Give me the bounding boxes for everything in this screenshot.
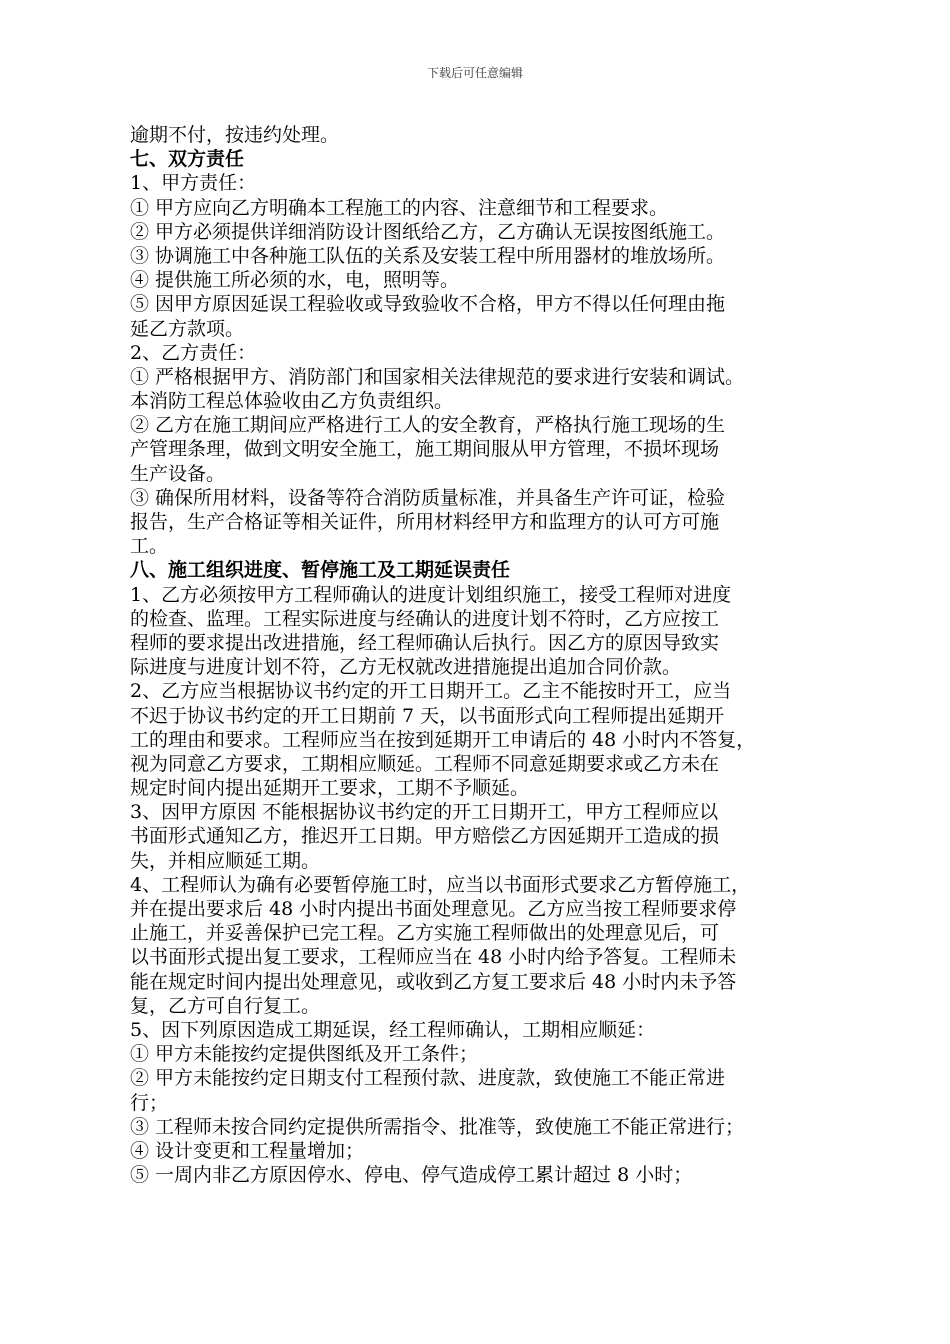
text-line: 以书面形式提出复工要求，工程师应当在 48 小时内给予答复。工程师未 (130, 946, 737, 969)
page-header: 下载后可任意编辑 (426, 66, 523, 80)
text-line: ③ 协调施工中各种施工队伍的关系及安装工程中所用器材的堆放场所。 (130, 244, 726, 267)
text-line: ① 甲方未能按约定提供图纸及开工条件； (130, 1043, 479, 1066)
text-line: 工。 (130, 535, 169, 558)
text-line: 3、因甲方原因 不能根据协议书约定的开工日期开工，甲方工程师应以 (130, 801, 719, 824)
text-line: 书面形式通知乙方，推迟开工日期。甲方赔偿乙方因延期开工造成的损 (130, 825, 720, 848)
text-line: 逾期不付，按违约处理。 (130, 124, 340, 146)
text-line: 4、工程师认为确有必要暂停施工时，应当以书面形式要求乙方暂停施工， (130, 873, 751, 896)
section-heading: 八、施工组织进度、暂停施工及工期延误责任 (130, 559, 511, 582)
text-line: 际进度与进度计划不符，乙方无权就改进措施提出追加合同价款。 (130, 656, 682, 679)
text-line: 生产设备。 (130, 462, 226, 485)
text-line: 能在规定时间内提出处理意见，或收到乙方复工要求后 48 小时内未予答 (130, 970, 737, 993)
text-line: ③ 工程师未按合同约定提供所需指令、批准等，致使施工不能正常进行； (130, 1115, 745, 1138)
text-line: ③ 确保所用材料，设备等符合消防质量标准，并具备生产许可证，检验 (130, 486, 726, 509)
text-line: ④ 提供施工所必须的水，电，照明等。 (130, 269, 460, 292)
text-line: 2、乙方责任： (130, 341, 257, 364)
text-line: 视为同意乙方要求，工期相应顺延。工程师不同意延期要求或乙方未在 (130, 752, 720, 775)
section-heading: 七、双方责任 (130, 148, 245, 171)
text-line: 报告，生产合格证等相关证件，所用材料经甲方和监理方的认可方可施 (130, 511, 720, 533)
text-line: 2、乙方应当根据协议书约定的开工日期开工。乙主不能按时开工，应当 (130, 680, 732, 703)
text-line: 工的理由和要求。工程师应当在按到延期开工申请后的 48 小时内不答复， (130, 728, 756, 751)
text-line: ⑤ 因甲方原因延误工程验收或导致验收不合格，甲方不得以任何理由拖 (130, 293, 726, 316)
text-line: 并在提出要求后 48 小时内提出书面处理意见。乙方应当按工程师要求停 (130, 898, 737, 920)
text-line: 失，并相应顺延工期。 (130, 849, 321, 872)
text-line: 延乙方款项。 (130, 317, 245, 340)
text-line: 5、因下列原因造成工期延误，经工程师确认，工期相应顺延： (130, 1018, 656, 1041)
text-line: 不迟于协议书约定的开工日期前 7 天，以书面形式向工程师提出延期开 (130, 704, 725, 727)
text-line: ② 甲方必须提供详细消防设计图纸给乙方，乙方确认无误按图纸施工。 (130, 220, 726, 243)
text-line: ② 甲方未能按约定日期支付工程预付款、进度款，致使施工不能正常进 (130, 1067, 726, 1090)
text-line: 复，乙方可自行复工。 (130, 994, 321, 1017)
text-line: ① 严格根据甲方、消防部门和国家相关法律规范的要求进行安装和调试。 (130, 365, 745, 388)
text-line: 1、甲方责任： (130, 172, 257, 195)
text-line: ① 甲方应向乙方明确本工程施工的内容、注意细节和工程要求。 (130, 196, 669, 219)
text-line: 的检查、监理。工程实际进度与经确认的进度计划不符时，乙方应按工 (130, 607, 720, 630)
text-line: ④ 设计变更和工程量增加； (130, 1139, 365, 1162)
text-line: 止施工，并妥善保护已完工程。乙方实施工程师做出的处理意见后，可 (130, 922, 720, 945)
text-line: 规定时间内提出延期开工要求，工期不予顺延。 (130, 777, 530, 800)
text-line: ⑤ 一周内非乙方原因停水、停电、停气造成停工累计超过 8 小时； (130, 1164, 693, 1187)
text-line: 行； (130, 1091, 169, 1114)
text-line: 1、乙方必须按甲方工程师确认的进度计划组织施工，接受工程师对进度 (130, 583, 732, 606)
text-line: 产管理条理，做到文明安全施工，施工期间服从甲方管理，不损坏现场 (130, 438, 720, 461)
text-line: 本消防工程总体验收由乙方负责组织。 (130, 390, 454, 413)
text-line: ② 乙方在施工期间应严格进行工人的安全教育，严格执行施工现场的生 (130, 414, 726, 437)
document-body (130, 123, 845, 1187)
text-line: 程师的要求提出改进措施，经工程师确认后执行。因乙方的原因导致实 (130, 631, 720, 654)
